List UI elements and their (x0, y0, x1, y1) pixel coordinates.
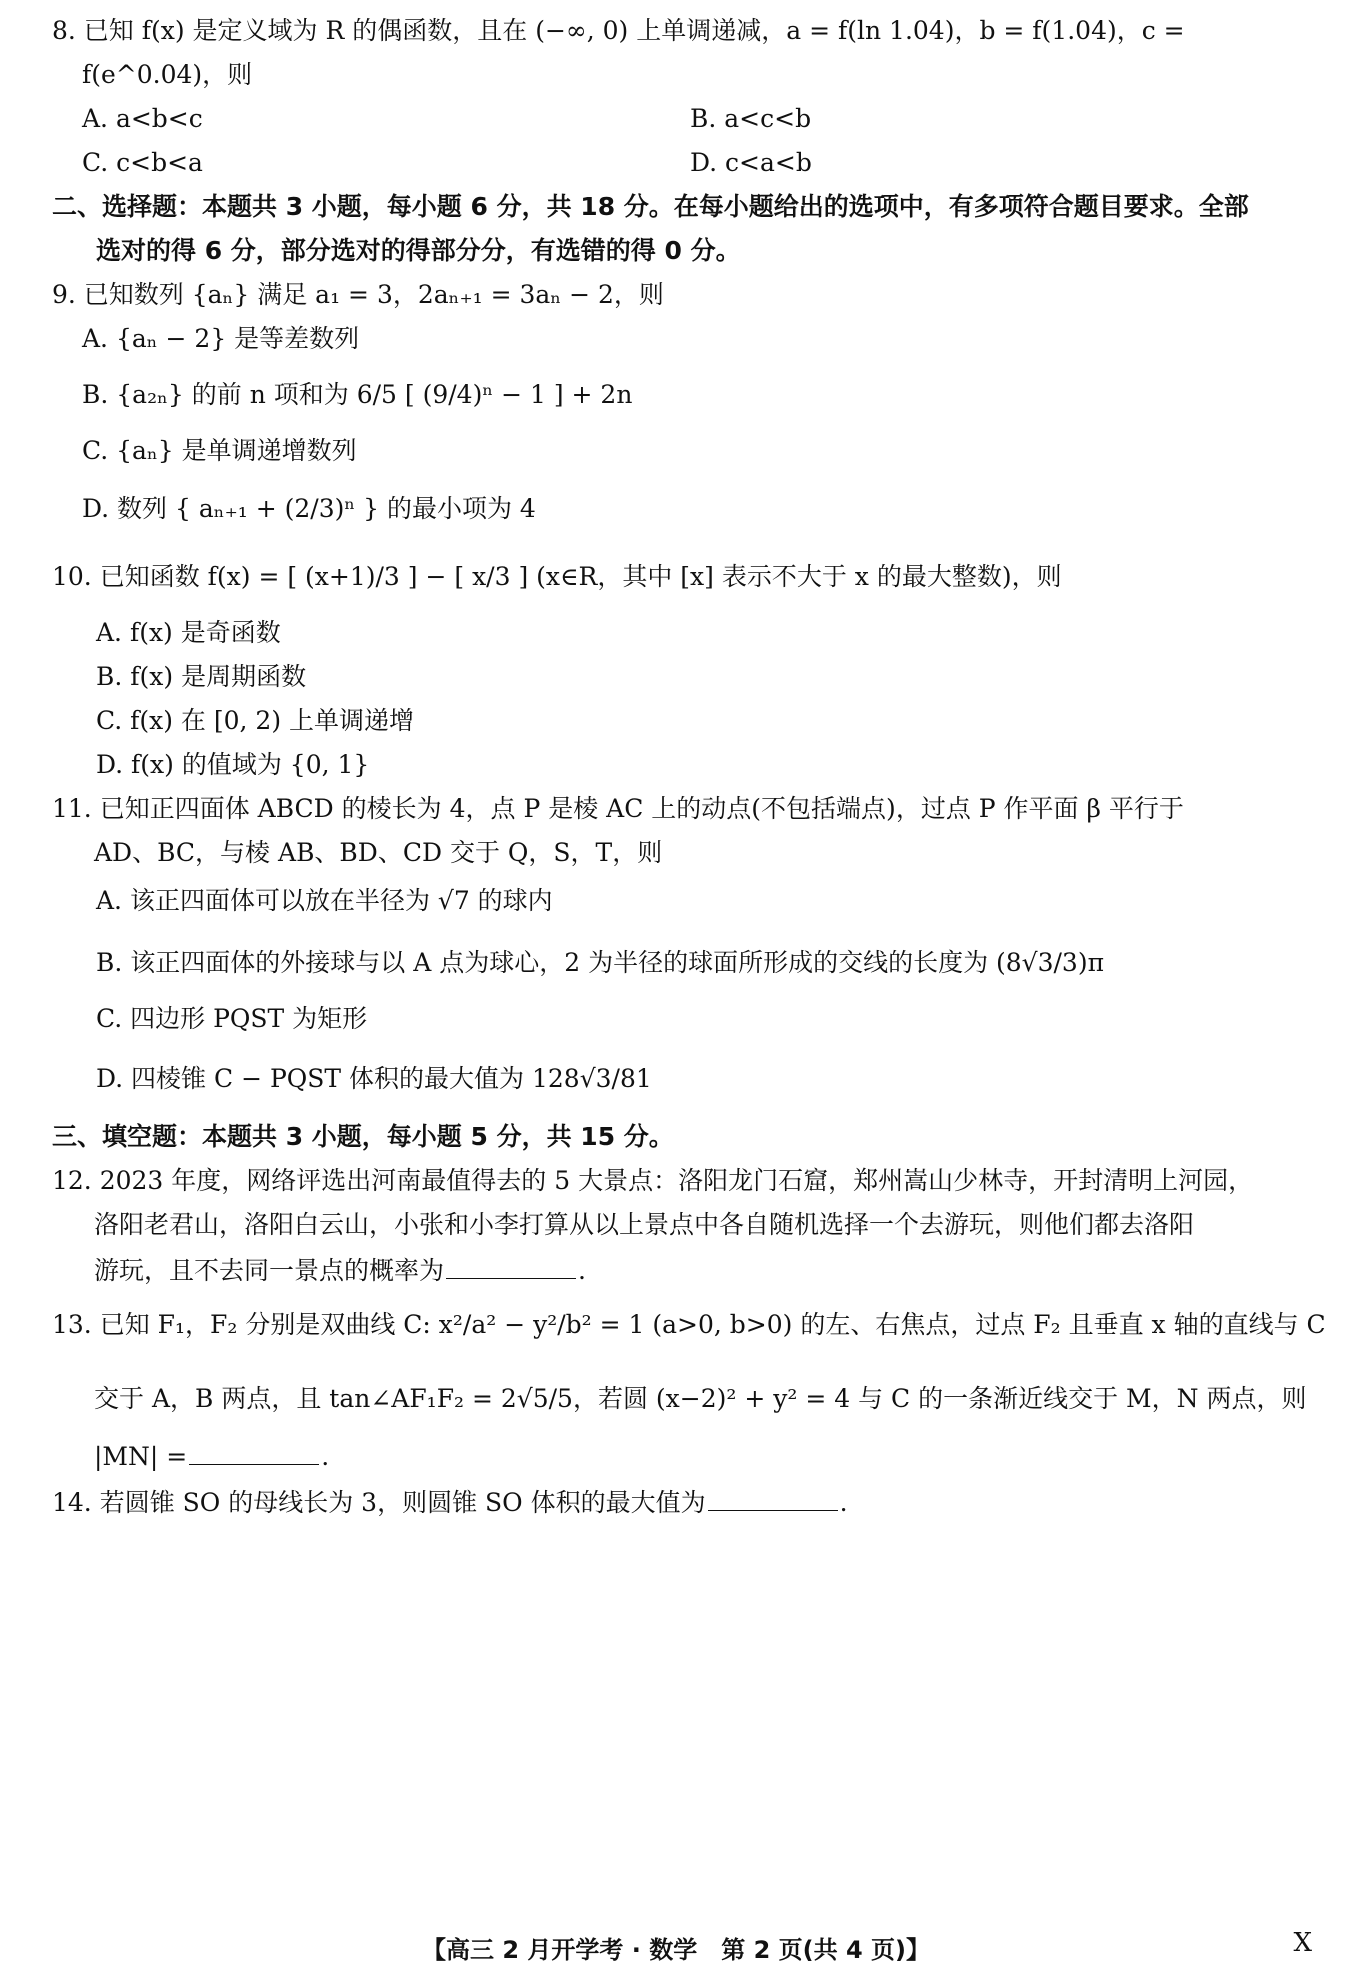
q11-option-c: C. 四边形 PQST 为矩形 (96, 1004, 368, 1033)
q10-stem: 10. 已知函数 f(x) = [ (x+1)/3 ] − [ x/3 ] (x∈R，其中 [x] 表示不大于 x 的最大整数)，则 (52, 562, 1062, 591)
q11-stem-line1: 11. 已知正四面体 ABCD 的棱长为 4，点 P 是棱 AC 上的动点(不包括端点)，过点 P 作平面 β 平行于 (52, 794, 1184, 823)
q8-stem-line1: 8. 已知 f(x) 是定义域为 R 的偶函数，且在 (−∞, 0) 上单调递减，a = f(ln 1.04)，b = f(1.04)，c = (52, 16, 1185, 45)
q13-line3: |MN| = . (94, 1442, 330, 1471)
q13-answer-blank[interactable] (189, 1442, 319, 1465)
q9-option-a: A. {aₙ − 2} 是等差数列 (82, 324, 360, 353)
q10-option-b: B. f(x) 是周期函数 (96, 662, 307, 691)
q11-option-a: A. 该正四面体可以放在半径为 √7 的球内 (96, 886, 553, 915)
version-mark: X (1293, 1928, 1312, 1958)
q10-option-a: A. f(x) 是奇函数 (96, 618, 281, 647)
q11-stem-line2: AD、BC，与棱 AB、BD、CD 交于 Q，S，T，则 (94, 838, 663, 867)
q12-line3-text: 游玩，且不去同一景点的概率为 (94, 1256, 445, 1285)
q8-option-a: A. a<b<c (82, 104, 203, 133)
q13-line2: 交于 A，B 两点，且 tan∠AF₁F₂ = 2√5/5，若圆 (x−2)² + y² = 4 与 C 的一条渐近线交于 M，N 两点，则 (94, 1384, 1307, 1413)
q8-option-c: C. c<b<a (82, 148, 203, 177)
q9-option-c: C. {aₙ} 是单调递增数列 (82, 436, 357, 465)
q13-line1: 13. 已知 F₁，F₂ 分别是双曲线 C: x²/a² − y²/b² = 1 (a>0, b>0) 的左、右焦点，过点 F₂ 且垂直 x 轴的直线与 C (52, 1310, 1326, 1339)
q12-answer-blank[interactable] (446, 1256, 576, 1279)
q12-line1: 12. 2023 年度，网络评选出河南最值得去的 5 大景点：洛阳龙门石窟，郑州嵩山少林寺，开封清明上河园， (52, 1166, 1254, 1195)
q12-line3: 游玩，且不去同一景点的概率为 . (94, 1256, 586, 1285)
q10-option-d: D. f(x) 的值域为 {0, 1} (96, 750, 370, 779)
section-3-heading: 三、填空题：本题共 3 小题，每小题 5 分，共 15 分。 (52, 1122, 674, 1151)
q11-option-d: D. 四棱锥 C − PQST 体积的最大值为 128√3/81 (96, 1064, 652, 1093)
q9-stem: 9. 已知数列 {aₙ} 满足 a₁ = 3，2aₙ₊₁ = 3aₙ − 2，则 (52, 280, 664, 309)
q14-line1: 14. 若圆锥 SO 的母线长为 3，则圆锥 SO 体积的最大值为 . (52, 1488, 848, 1517)
q8-stem-line2: f(e^0.04)，则 (82, 60, 253, 89)
q9-option-b: B. {a₂ₙ} 的前 n 项和为 6/5 [ (9/4)ⁿ − 1 ] + 2n (82, 380, 633, 409)
section-2-heading: 二、选择题：本题共 3 小题，每小题 6 分，共 18 分。在每小题给出的选项中，有多项符合题目要求。全部 (52, 192, 1249, 221)
section-2-heading-line2: 选对的得 6 分，部分选对的得部分分，有选错的得 0 分。 (96, 236, 741, 265)
q9-option-d: D. 数列 { aₙ₊₁ + (2/3)ⁿ } 的最小项为 4 (82, 494, 536, 523)
q14-line1-text: 14. 若圆锥 SO 的母线长为 3，则圆锥 SO 体积的最大值为 (52, 1488, 706, 1517)
q10-option-c: C. f(x) 在 [0, 2) 上单调递增 (96, 706, 415, 735)
q8-option-b: B. a<c<b (690, 104, 812, 133)
page-footer: 【高三 2 月开学考 · 数学 第 2 页(共 4 页)】 (422, 1936, 930, 1964)
q13-line3-text: |MN| = (94, 1442, 188, 1471)
q11-option-b: B. 该正四面体的外接球与以 A 点为球心，2 为半径的球面所形成的交线的长度为 (8√3/3)π (96, 948, 1105, 977)
q14-answer-blank[interactable] (708, 1488, 838, 1511)
q12-line2: 洛阳老君山，洛阳白云山，小张和小李打算从以上景点中各自随机选择一个去游玩，则他们都去洛阳 (94, 1210, 1195, 1239)
q8-option-d: D. c<a<b (690, 148, 812, 177)
